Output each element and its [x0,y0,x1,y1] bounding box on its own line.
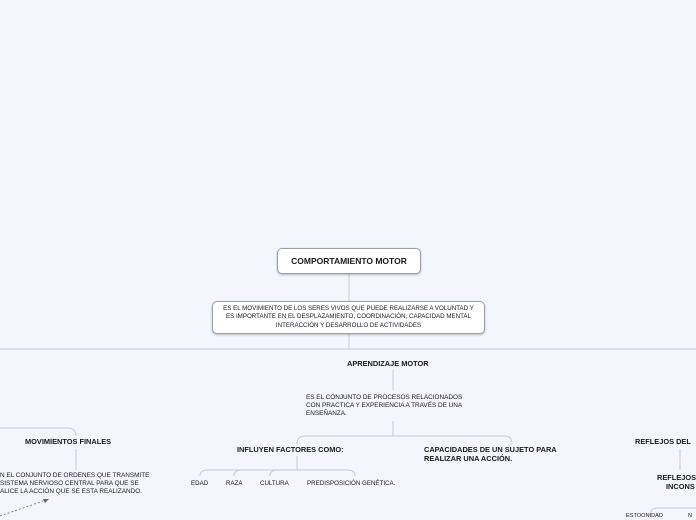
reflejos-fragment-2[interactable]: N [688,513,693,519]
aprendizaje-description-line: CON PRACTICA Y EXPERIENCIA A TRAVÉS DE UNA [306,402,463,409]
reflejos-sub-line: INCONS [666,482,695,492]
capacidades-line: REALIZAR UNA ACCIÓN. [424,454,513,464]
capacidades-topic[interactable] [424,445,557,464]
movimientos-finales-topic[interactable]: MOVIMIENTOS FINALES [25,437,112,446]
root-node-label: COMPORTAMIENTO MOTOR [291,256,407,266]
connector-factor-raza [234,470,242,476]
dashed-arrow-line [0,500,46,516]
connector-movimientos-branch [0,428,76,436]
factor-predisposicion-genetica[interactable]: PREDISPOSICIÓN GENÉTICA. [307,480,396,487]
factor-raza[interactable]: RAZA [226,480,243,487]
definition-text: ES EL MOVIMIENTO DE LOS SERES VIVOS QUE PUEDE REALIZARSE A VOLUNTAD Y ES IMPORTANTE EN EL DESPLAZAMIENTO, COORDINACIÓN, CAPACIDAD MENTAL INTERACCIÓN Y DESARROLLO DE ACTIVIDADES [223,305,474,329]
reflejos-subtopic[interactable] [657,473,696,492]
factor-edad[interactable]: EDAD [191,480,209,487]
aprendizaje-description[interactable] [306,394,462,418]
aprendizaje-motor-topic[interactable]: APRENDIZAJE MOTOR [347,359,429,368]
movimientos-description-line: ALICE LA ACCIÓN QUE SE ESTA REALIZANDO. [0,488,142,495]
reflejos-topic[interactable]: REFLEJOS DEL [635,437,691,446]
movimientos-description-line: SISTEMA NERVIOSO CENTRAL PARA QUE SE [0,480,139,487]
reflejos-fragment-1[interactable]: ESTOONIDAD [626,513,663,519]
aprendizaje-description-line: ENSEÑANZA. [306,410,347,417]
movimientos-description[interactable] [0,472,149,496]
capacidades-line: CAPACIDADES DE UN SUJETO PARA [424,445,557,454]
reflejos-sub-line: REFLEJOS [657,473,696,482]
aprendizaje-description-line: ES EL CONJUNTO DE PROCESOS RELACIONADOS [306,394,463,401]
arrow-head-icon [43,499,49,503]
connector-factor-cultura [270,470,278,476]
connector-factors-bus [200,470,355,476]
connector-aprendizaje-branches [297,436,512,444]
movimientos-description-line: N EL CONJUNTO DE ORDENES QUE TRANSMITE [0,472,150,479]
factor-cultura[interactable]: CULTURA [260,480,289,487]
root-node[interactable] [277,248,421,274]
definition-node[interactable] [212,301,485,334]
influyen-factores-topic[interactable]: INFLUYEN FACTORES COMO: [237,445,344,454]
